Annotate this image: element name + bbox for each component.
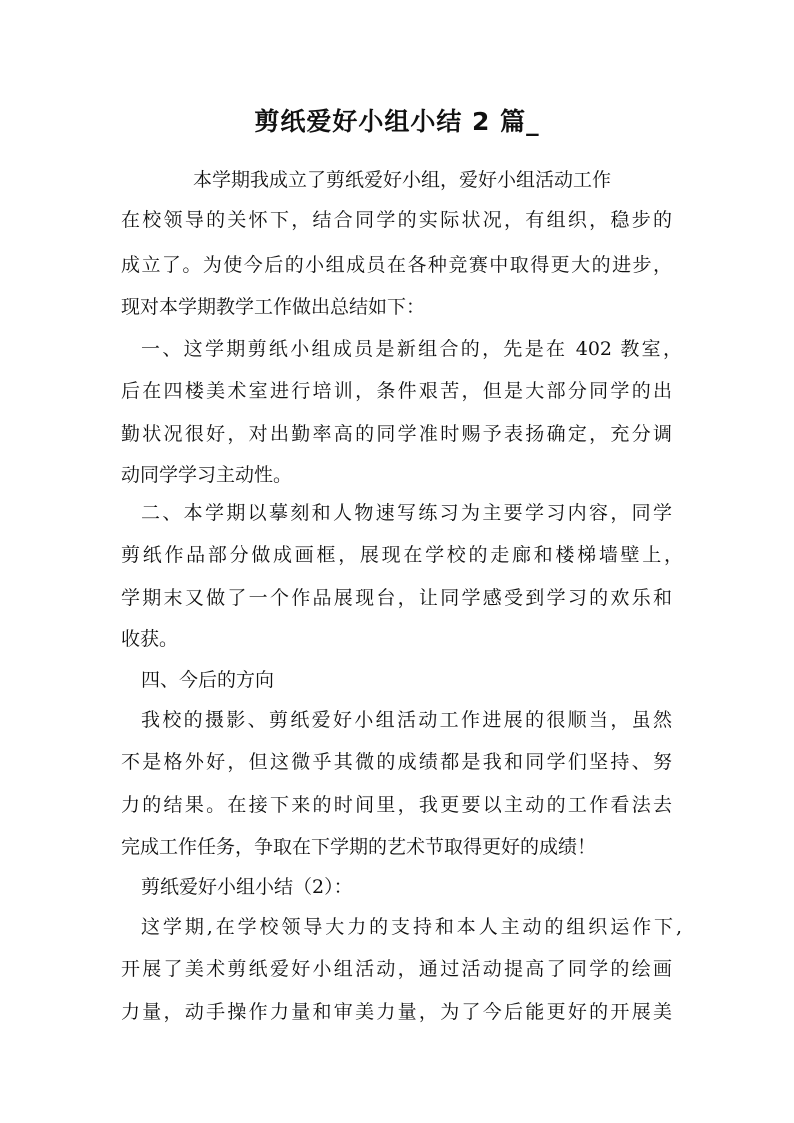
paragraph-line: 收获。 — [121, 628, 179, 650]
paragraph-line: 一、这学期剪纸小组成员是新组合的，先是在 402 教室， — [141, 338, 682, 360]
paragraph-line: 开展了美术剪纸爱好小组活动，通过活动提高了同学的绘画 — [121, 958, 672, 980]
paragraph-line: 现对本学期教学工作做出总结如下： — [121, 296, 426, 318]
paragraph-line: 二、本学期以摹刻和人物速写练习为主要学习内容，同学 — [141, 502, 672, 524]
paragraph-line: 力量，动手操作力量和审美力量，为了今后能更好的开展美 — [121, 1001, 672, 1023]
paragraph-line: 后在四楼美术室进行培训，条件艰苦，但是大部分同学的出 — [121, 380, 672, 402]
paragraph-line: 完成工作任务，争取在下学期的艺术节取得更好的成绩！ — [121, 836, 597, 858]
section-heading: 四、今后的方向 — [141, 669, 275, 691]
paragraph-line: 成立了。为使今后的小组成员在各种竞赛中取得更大的进步， — [121, 254, 672, 276]
paragraph-line: 剪纸作品部分做成画框，展现在学校的走廊和楼梯墙壁上， — [121, 544, 683, 566]
paragraph-line: 学期末又做了一个作品展现台，让同学感受到学习的欢乐和 — [121, 587, 672, 609]
paragraph-line: 勤状况很好，对出勤率高的同学准时赐予表扬确定，充分调 — [121, 423, 672, 445]
paragraph-line: 本学期我成立了剪纸爱好小组，爱好小组活动工作 — [193, 169, 612, 191]
document-title: 剪纸爱好小组小结 2 篇_ — [254, 107, 540, 136]
paragraph-line: 这学期,在学校领导大力的支持和本人主动的组织运作下, — [141, 916, 682, 938]
paragraph-line: 动同学学习主动性。 — [121, 464, 293, 486]
paragraph-line: 力的结果。在接下来的时间里，我更要以主动的工作看法去 — [121, 794, 672, 816]
section-heading: 剪纸爱好小组小结（2）： — [141, 876, 353, 898]
paragraph-line: 在校领导的关怀下，结合同学的实际状况，有组织，稳步的 — [121, 209, 672, 231]
paragraph-line: 我校的摄影、剪纸爱好小组活动工作进展的很顺当，虽然 — [141, 709, 672, 731]
paragraph-line: 不是格外好，但这微乎其微的成绩都是我和同学们坚持、努 — [121, 751, 672, 773]
